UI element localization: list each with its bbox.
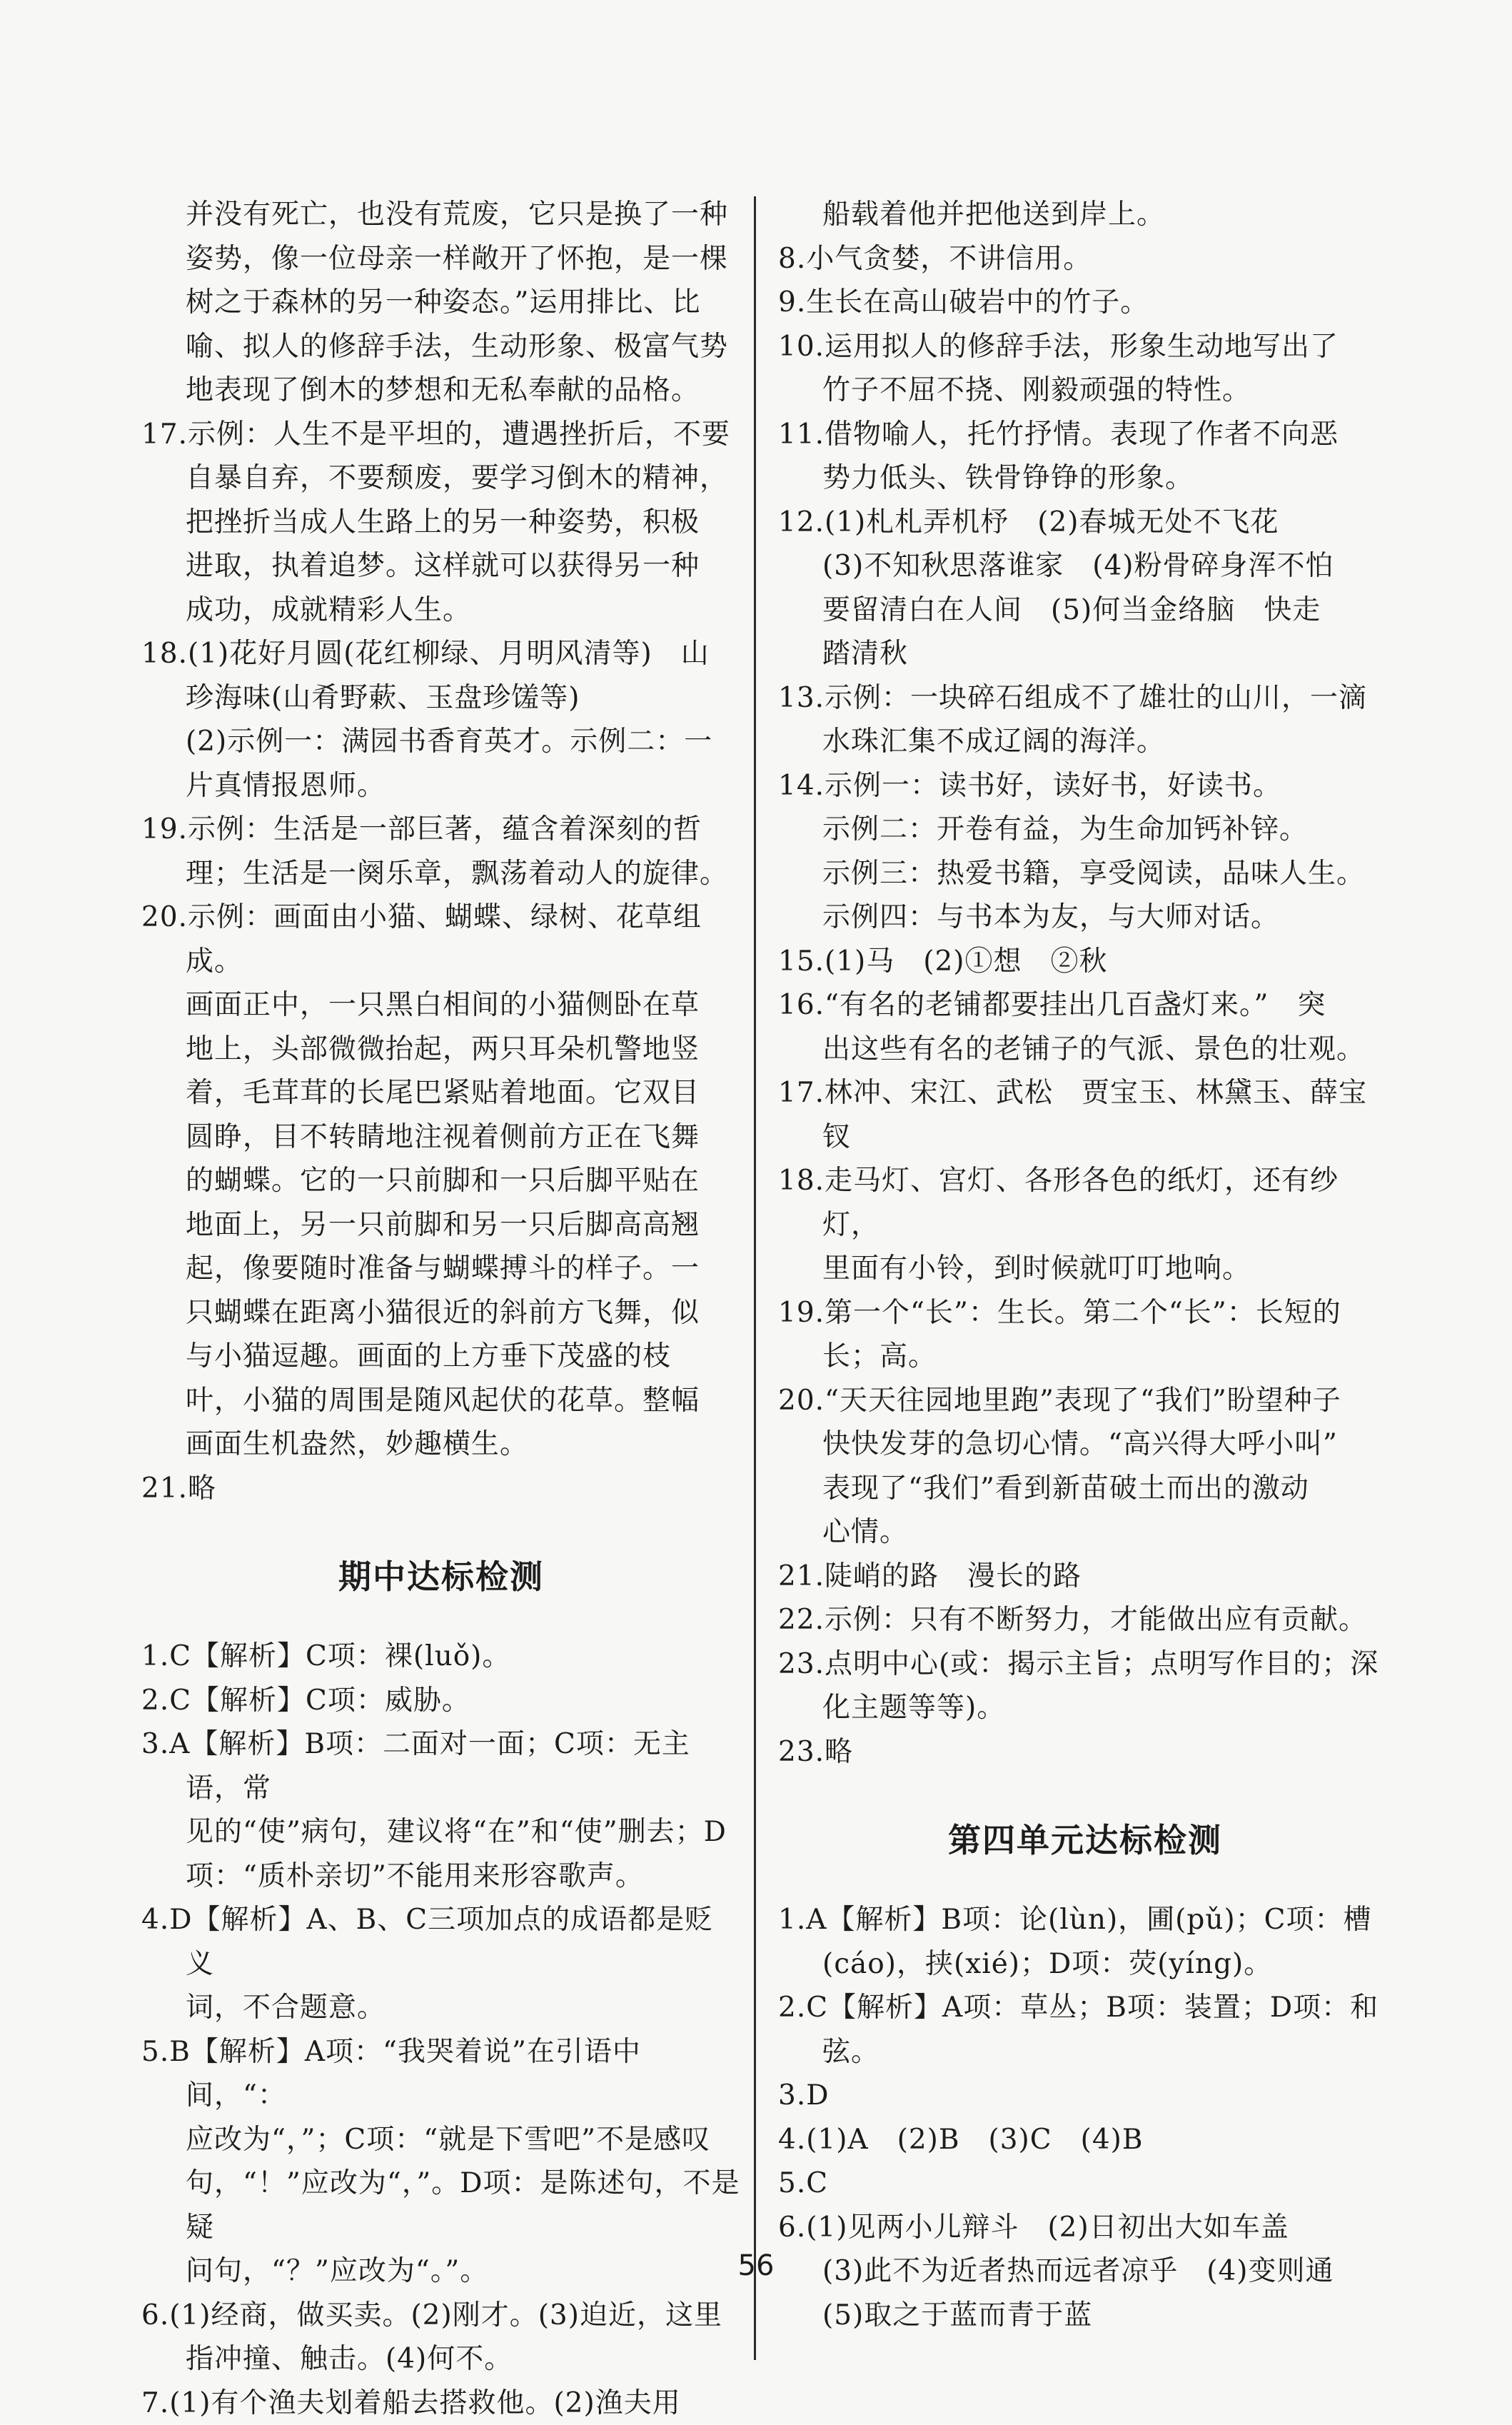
answer-line: 只蝴蝶在距离小猫很近的斜前方飞舞，似	[141, 1291, 741, 1335]
right-lines	[778, 193, 1392, 1774]
answer-line: 化主题等等)。	[778, 1686, 1392, 1730]
answer-line: 船载着他并把他送到岸上。	[778, 193, 1392, 237]
answer-line: (cáo)，挟(xié)；D项：荧(yíng)。	[778, 1942, 1392, 1987]
answer-item: 15.(1)马 (2)①想 ②秋	[778, 940, 1392, 984]
answer-line: 项：“质朴亲切”不能用来形容歌声。	[141, 1854, 741, 1899]
answer-item: 9.生长在高山破岩中的竹子。	[778, 281, 1392, 325]
answer-line: 长；高。	[778, 1335, 1392, 1379]
answer-item: 18.走马灯、宫灯、各形各色的纸灯，还有纱灯，	[778, 1159, 1392, 1247]
answer-line: 心情。	[778, 1510, 1392, 1555]
answer-item: 11.借物喻人，托竹抒情。表现了作者不向恶	[778, 413, 1392, 457]
answer-item: 19.第一个“长”：生长。第二个“长”：长短的	[778, 1291, 1392, 1335]
answer-line: 树之于森林的另一种姿态。”运用排比、比	[141, 281, 741, 325]
answer-line: (2)示例一：满园书香育英才。示例二：一	[141, 720, 741, 764]
answer-item: 1.A【解析】B项：论(lùn)，圃(pǔ)；C项：槽	[778, 1898, 1392, 1942]
section-title-midterm: 期中达标检测	[141, 1552, 741, 1602]
answer-line: 并没有死亡，也没有荒废，它只是换了一种	[141, 193, 741, 237]
answer-item: 3.D	[778, 2074, 1392, 2118]
answer-item: 4.D【解析】A、B、C三项加点的成语都是贬义	[141, 1898, 741, 1986]
answer-item: 10.运用拟人的修辞手法，形象生动地写出了	[778, 325, 1392, 369]
answer-line: 应改为“，”；C项：“就是下雪吧”不是感叹	[141, 2118, 741, 2162]
answer-line: (5)取之于蓝而青于蓝	[778, 2294, 1392, 2338]
answer-item: 5.B【解析】A项：“我哭着说”在引语中间，“：	[141, 2030, 741, 2118]
answer-item: 20.“天天往园地里跑”表现了“我们”盼望种子	[778, 1379, 1392, 1423]
answer-line: 珍海味(山肴野蔌、玉盘珍馐等)	[141, 676, 741, 721]
answer-item: 23.略	[778, 1730, 1392, 1774]
answer-line: 画面正中，一只黑白相间的小猫侧卧在草	[141, 983, 741, 1028]
answer-line: 地表现了倒木的梦想和无私奉献的品格。	[141, 368, 741, 413]
answer-item: 19.示例：生活是一部巨著，蕴含着深刻的哲	[141, 808, 741, 852]
answer-line: 出这些有名的老铺子的气派、景色的壮观。	[778, 1028, 1392, 1072]
answer-item: 2.C【解析】A项：草丛；B项：装置；D项：和弦。	[778, 1986, 1392, 2074]
answer-line: 着，毛茸茸的长尾巴紧贴着地面。它双目	[141, 1071, 741, 1115]
answer-line: 进取，执着追梦。这样就可以获得另一种	[141, 544, 741, 588]
answer-item: 22.示例：只有不断努力，才能做出应有贡献。	[778, 1598, 1392, 1642]
section-title-unit-four: 第四单元达标检测	[778, 1815, 1392, 1865]
answer-item: 13.示例：一块碎石组成不了雄壮的山川，一滴	[778, 676, 1392, 721]
answer-line: 见的“使”病句，建议将“在”和“使”删去；D	[141, 1810, 741, 1854]
answer-item: 21.略	[141, 1467, 741, 1511]
answer-item: 4.(1)A (2)B (3)C (4)B	[778, 2118, 1392, 2162]
answer-line: 画面生机盎然，妙趣横生。	[141, 1422, 741, 1467]
left-section-lines	[141, 1635, 741, 2425]
answer-line: 词，不合题意。	[141, 1986, 741, 2030]
answer-line: 与小猫逗趣。画面的上方垂下茂盛的枝	[141, 1335, 741, 1379]
left-lines	[141, 193, 741, 1510]
answer-line: 表现了“我们”看到新苗破土而出的激动	[778, 1467, 1392, 1511]
left-column	[141, 193, 741, 2425]
answer-line: 竹子不屈不挠、刚毅顽强的特性。	[778, 368, 1392, 413]
answer-line: 理；生活是一阕乐章，飘荡着动人的旋律。	[141, 852, 741, 896]
answer-line: 圆睁，目不转睛地注视着侧前方正在飞舞	[141, 1115, 741, 1160]
answer-line: 把挫折当成人生路上的另一种姿势，积极	[141, 501, 741, 545]
answer-line: 句，“！”应改为“，”。D项：是陈述句，不是疑	[141, 2162, 741, 2249]
answer-item: 7.(1)有个渔夫划着船去搭救他。(2)渔夫用	[141, 2381, 741, 2425]
answer-line: 踏清秋	[778, 632, 1392, 676]
answer-line: 问句，“？”应改为“。”。	[141, 2249, 741, 2294]
answer-line: 姿势，像一位母亲一样敞开了怀抱，是一棵	[141, 237, 741, 281]
answer-item: 12.(1)札札弄机杼 (2)春城无处不飞花	[778, 501, 1392, 545]
answer-line: 示例三：热爱书籍，享受阅读，品味人生。	[778, 852, 1392, 896]
column-divider	[754, 196, 756, 2360]
answer-item: 17.林冲、宋江、武松 贾宝玉、林黛玉、薛宝钗	[778, 1071, 1392, 1159]
answer-item: 3.A【解析】B项：二面对一面；C项：无主语，常	[141, 1722, 741, 1810]
answer-line: 成功，成就精彩人生。	[141, 588, 741, 633]
right-column	[778, 193, 1392, 2337]
answer-line: 喻、拟人的修辞手法，生动形象、极富气势	[141, 325, 741, 369]
page-number: 56	[0, 2249, 1512, 2282]
answer-line: 指冲撞、触击。(4)何不。	[141, 2337, 741, 2381]
answer-line: (3)不知秋思落谁家 (4)粉骨碎身浑不怕	[778, 544, 1392, 588]
answer-line: 地上，头部微微抬起，两只耳朵机警地竖	[141, 1028, 741, 1072]
answer-item: 6.(1)经商，做买卖。(2)刚才。(3)迫近，这里	[141, 2294, 741, 2338]
answer-line: 叶，小猫的周围是随风起伏的花草。整幅	[141, 1379, 741, 1423]
answer-line: 势力低头、铁骨铮铮的形象。	[778, 456, 1392, 501]
answer-line: 水珠汇集不成辽阔的海洋。	[778, 720, 1392, 764]
answer-line: (3)此不为近者热而远者凉乎 (4)变则通	[778, 2249, 1392, 2294]
answer-item: 23.点明中心(或：揭示主旨；点明写作目的；深	[778, 1642, 1392, 1687]
answer-line: 片真情报恩师。	[141, 764, 741, 808]
answer-item: 1.C【解析】C项：裸(luǒ)。	[141, 1635, 741, 1679]
answer-item: 18.(1)花好月圆(花红柳绿、月明风清等) 山	[141, 632, 741, 676]
answer-line: 里面有小铃，到时候就叮叮地响。	[778, 1247, 1392, 1291]
answer-line: 要留清白在人间 (5)何当金络脑 快走	[778, 588, 1392, 633]
answer-item: 8.小气贪婪，不讲信用。	[778, 237, 1392, 281]
answer-line: 示例四：与书本为友，与大师对话。	[778, 895, 1392, 940]
answer-item: 14.示例一：读书好，读好书，好读书。	[778, 764, 1392, 808]
answer-line: 自暴自弃，不要颓废，要学习倒木的精神，	[141, 456, 741, 501]
answer-line: 地面上，另一只前脚和另一只后脚高高翘	[141, 1203, 741, 1247]
answer-line: 快快发芽的急切心情。“高兴得大呼小叫”	[778, 1422, 1392, 1467]
answer-line: 起，像要随时准备与蝴蝶搏斗的样子。一	[141, 1247, 741, 1291]
answer-item: 17.示例：人生不是平坦的，遭遇挫折后，不要	[141, 413, 741, 457]
answer-item: 6.(1)见两小儿辩斗 (2)日初出大如车盖	[778, 2206, 1392, 2250]
answer-item: 2.C【解析】C项：威胁。	[141, 1679, 741, 1723]
answer-line: 示例二：开卷有益，为生命加钙补锌。	[778, 808, 1392, 852]
answer-item: 16.“有名的老铺都要挂出几百盏灯来。” 突	[778, 983, 1392, 1028]
answer-item: 20.示例：画面由小猫、蝴蝶、绿树、花草组成。	[141, 895, 741, 983]
answer-line: 的蝴蝶。它的一只前脚和一只后脚平贴在	[141, 1159, 741, 1203]
answer-item: 5.C	[778, 2162, 1392, 2206]
answer-item: 21.陡峭的路 漫长的路	[778, 1555, 1392, 1599]
